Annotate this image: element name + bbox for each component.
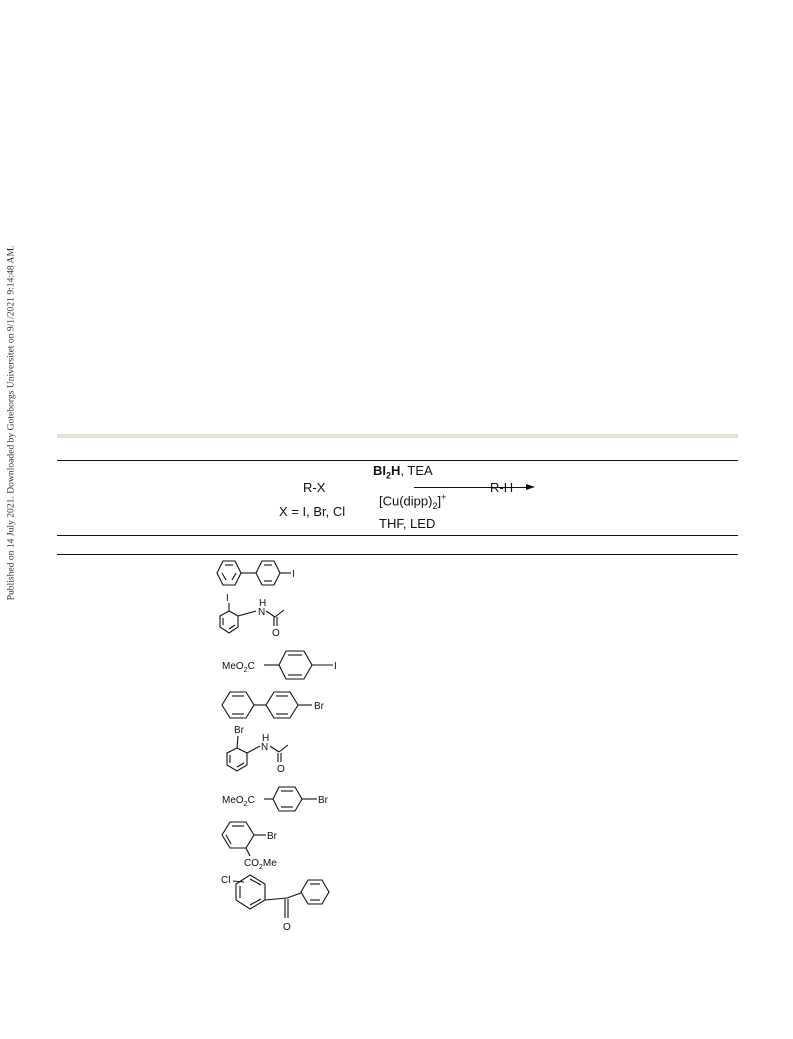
carbonyl-o-label: O [277,764,285,775]
reaction-scheme [57,462,738,534]
structure-bonds [222,822,266,856]
amide-n-label: N [258,607,266,618]
bromo-label: Br [267,831,277,842]
amide-h-label: H [262,733,270,744]
structure-bonds [264,651,333,679]
iodo-label: I [292,569,295,580]
publication-side-note [2,225,20,620]
carbonyl-o-label: O [272,628,280,639]
iodo-label: I [334,661,337,672]
iodo-label: I [226,593,229,604]
reaction-arrow-head [526,484,535,490]
table-top-rule [57,460,738,461]
chloro-label: Cl [221,875,231,886]
structure-bonds [264,787,317,811]
bromo-label: Br [318,795,328,806]
substrate-bromobiphenyl [215,689,355,721]
substrate-methyl-bromobenzoate [215,784,355,816]
ester-label: MeO$_2$C [222,795,255,808]
conditions-label: THF, LED [379,516,436,531]
structure-bonds [217,561,291,585]
reagent-label: $BI_2H$, TEA [373,463,433,481]
substrate-methyl-iodobenzoate [215,648,355,684]
product-label: R-H [490,480,514,495]
reactant-label: R-X [303,480,326,495]
table-mid-rule [57,535,738,536]
substrate-methyl-2-bromobenzoate [215,818,345,872]
halide-scope-label: X = I, Br, Cl [279,504,346,519]
bromo-label: Br [314,701,324,712]
substrate-iodoacetanilide [215,593,345,641]
amide-h-label: H [259,598,267,609]
catalyst-label: $[Cu(dipp)_2]^+$ [379,492,447,511]
structure-bonds [233,875,329,918]
structure-bonds [222,692,312,718]
ester-label: MeO$_2$C [222,661,255,674]
substrate-chlorobenzophenone [215,870,345,938]
substrate-iodobiphenyl [215,558,345,590]
substrate-bromoacetanilide [215,724,345,776]
amide-n-label: N [261,742,269,753]
table-header-rule [57,554,738,555]
section-divider [57,434,738,438]
bromo-label: Br [234,725,244,736]
side-note-text: Published on 14 July 2021. Downloaded by Goteborgs Universitet on 9/1/2021 9:14:48 AM. [5,245,17,600]
carbonyl-o-label: O [283,922,291,933]
ester-label: $CO_2Me$ [244,858,277,871]
